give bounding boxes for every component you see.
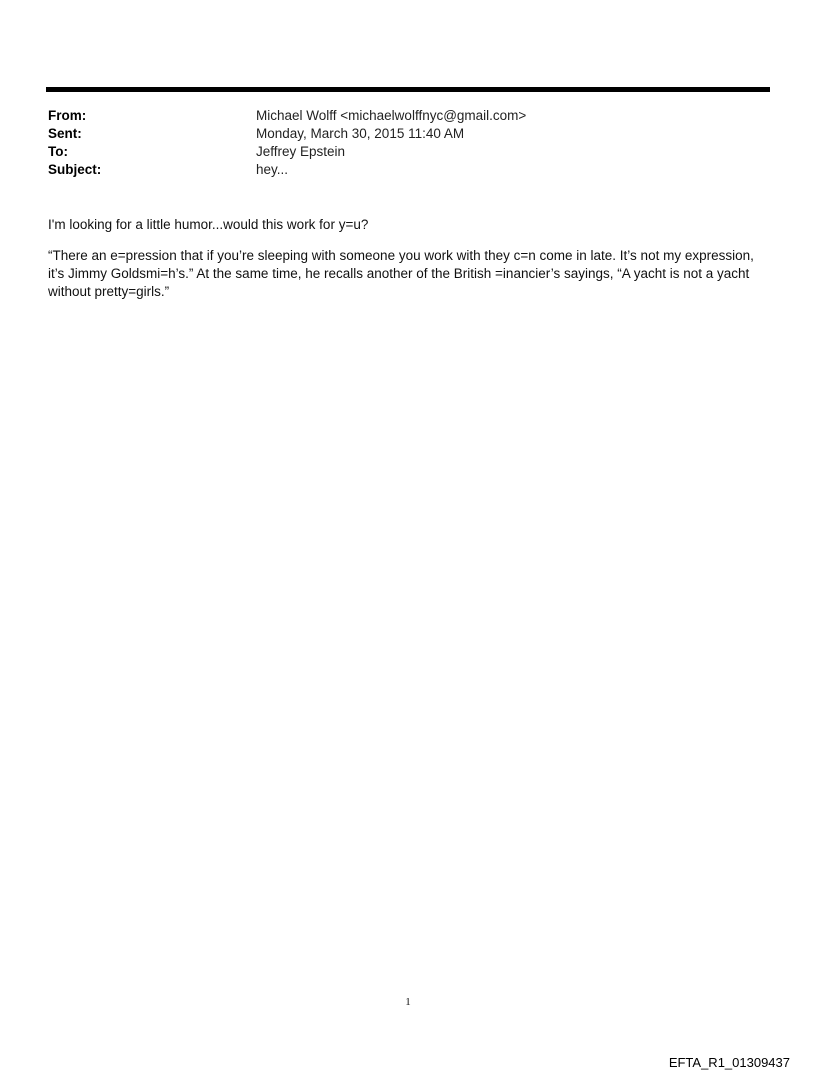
sent-value: Monday, March 30, 2015 11:40 AM [256,126,465,141]
from-value: Michael Wolff <michaelwolffnyc@gmail.com> [256,108,527,123]
body-line-1: I'm looking for a little humor...would this work for y=u? [48,217,369,232]
sent-label: Sent: [48,126,82,141]
to-label: To: [48,144,68,159]
header-divider [46,87,770,92]
subject-label: Subject: [48,162,102,177]
to-value: Jeffrey Epstein [256,144,346,159]
body-paragraph-2: “There an e=pression that if you’re sleeping with someone you work with they c=n come in late. It’s not my expression, it’s Jimmy Goldsmi=h’s.” At the same time, he recalls another of the British =inancier’s sayings, “A yacht is not a yacht without pretty=girls.” [48,248,754,299]
from-label: From: [48,108,87,123]
from-row [48,107,768,125]
to-row [48,143,768,161]
sent-row [48,125,768,143]
subject-row [48,161,768,179]
subject-value: hey... [256,162,289,177]
page-number: 1 [405,996,411,1008]
email-body [48,216,760,314]
document-id: EFTA_R1_01309437 [668,1055,790,1070]
email-header [48,107,768,179]
